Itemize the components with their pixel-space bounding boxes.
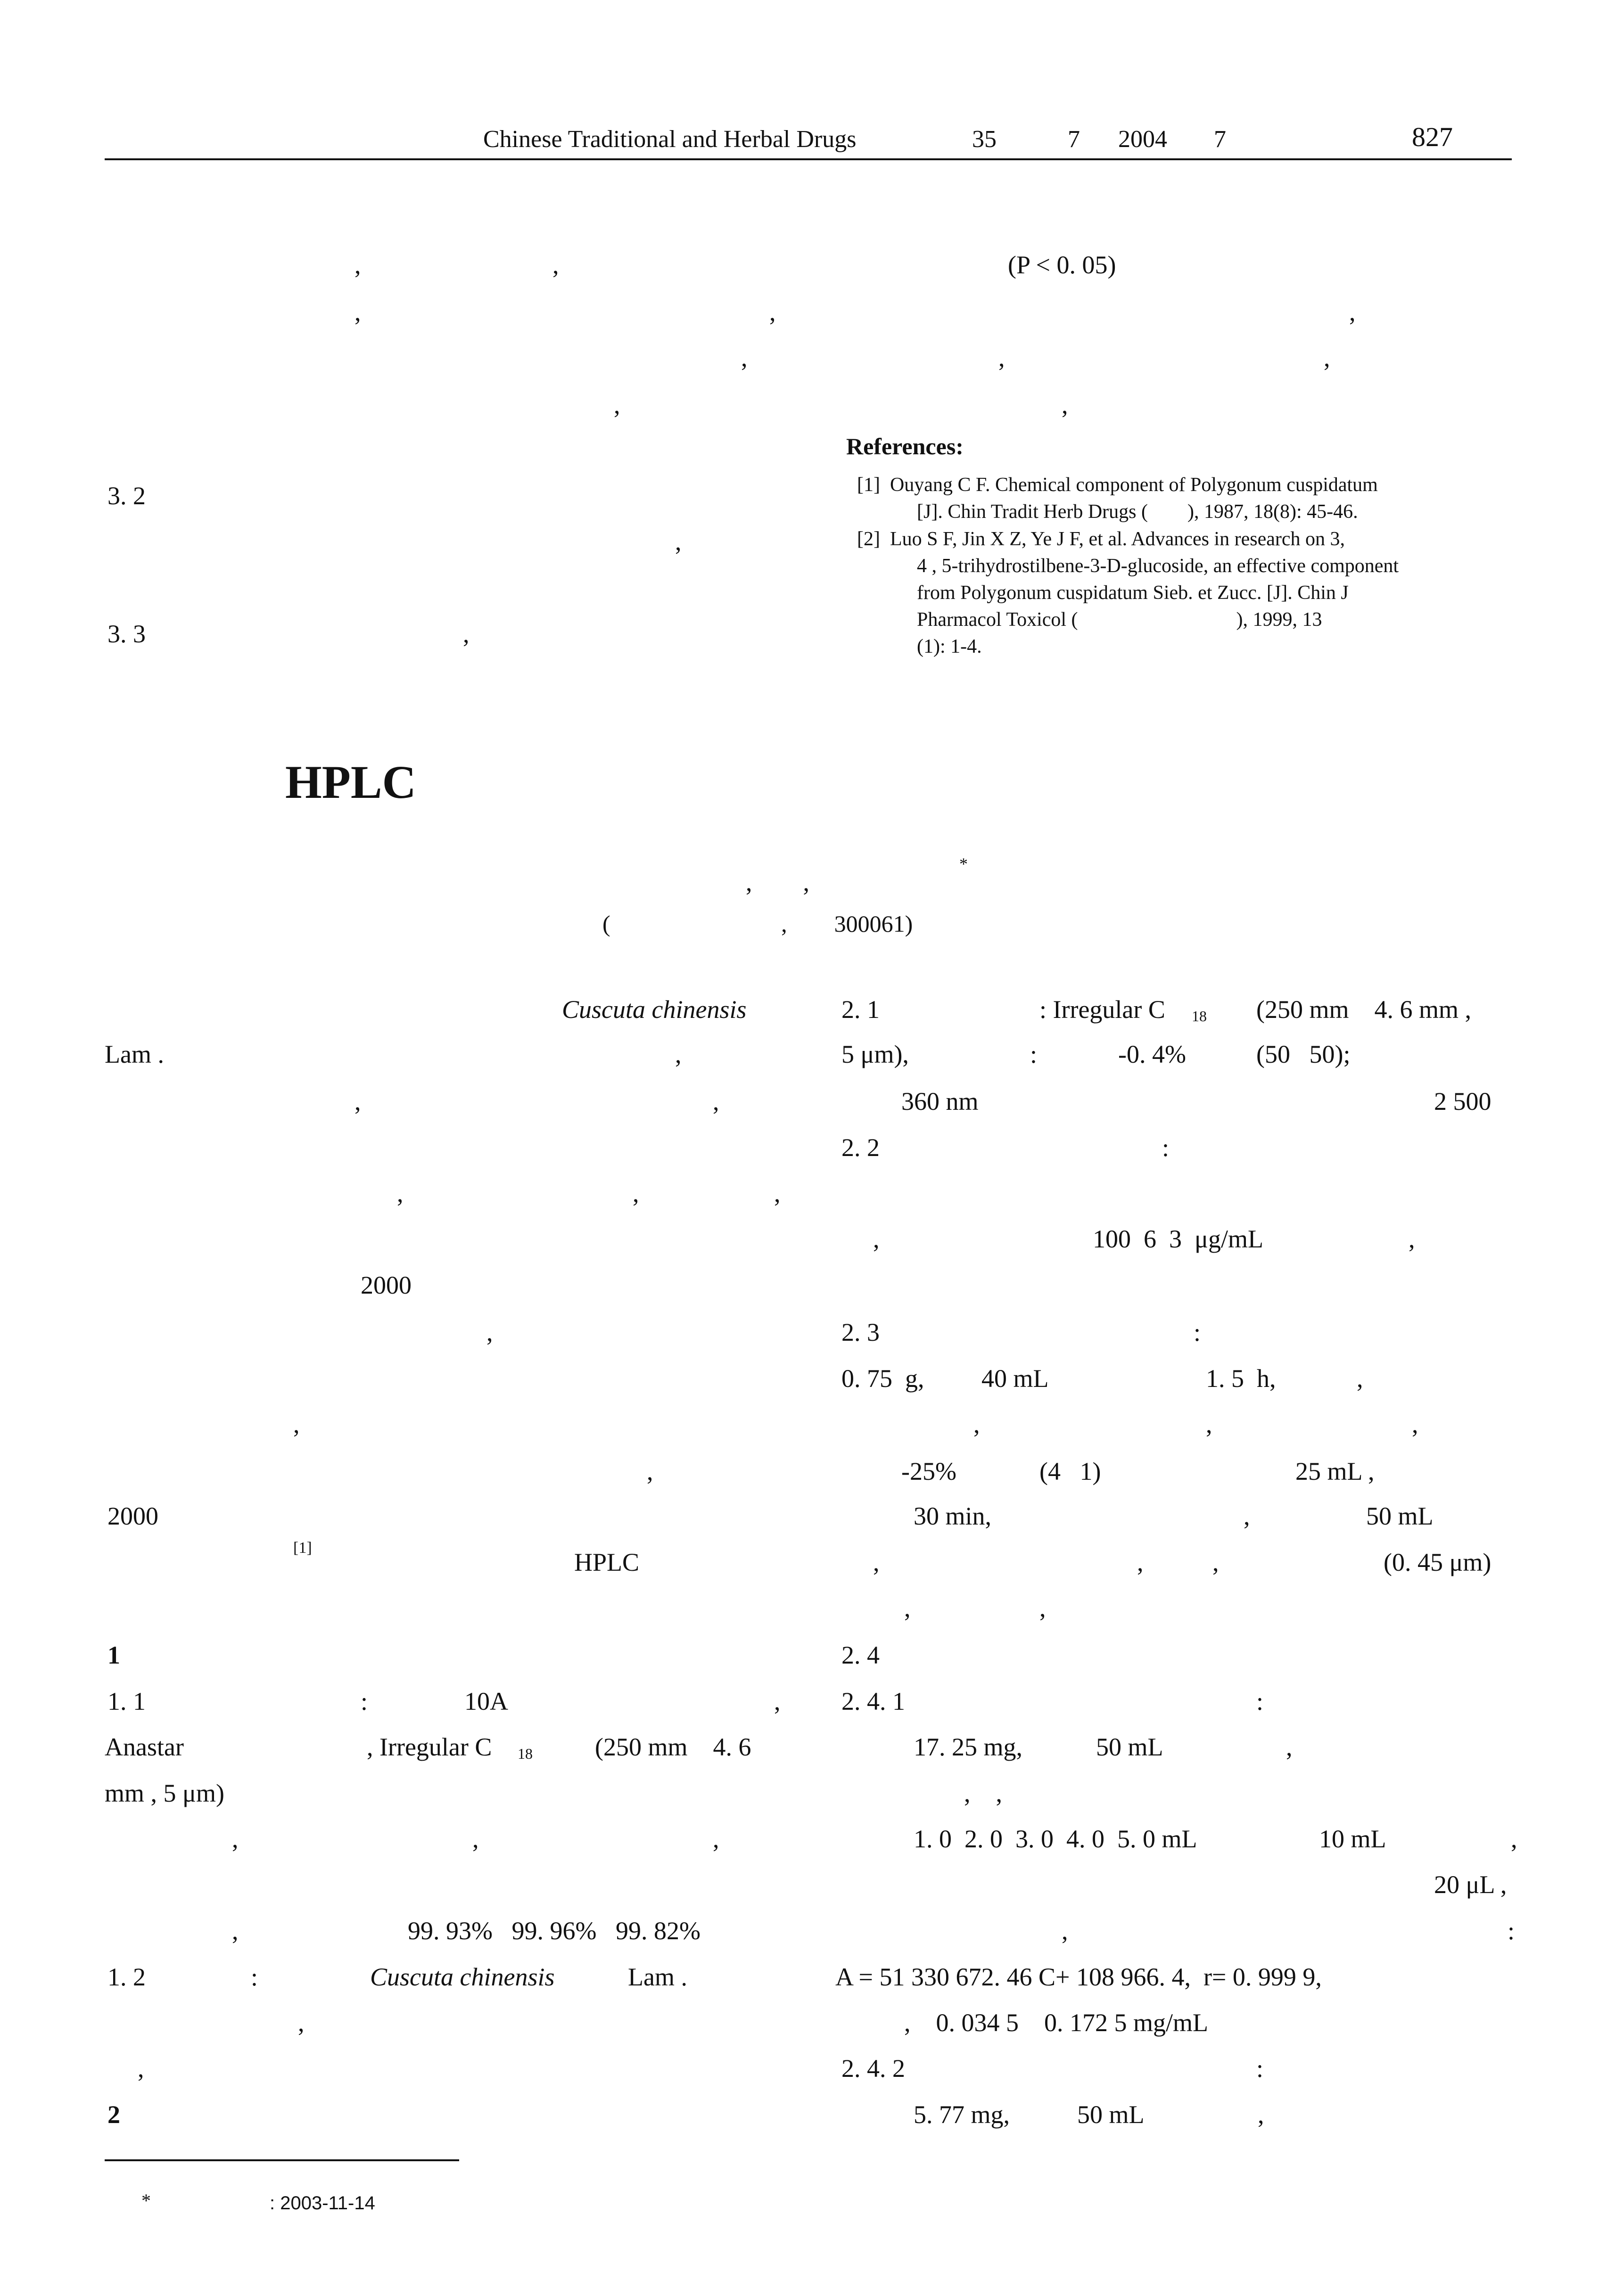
reference-mass: 17. 25 mg, [914,1733,1023,1761]
text-fragment: , [1412,1410,1418,1438]
text-fragment: , [1137,1548,1144,1576]
text-fragment: , [904,1594,911,1622]
text-fragment: : [1030,1040,1038,1068]
text-fragment: : [1162,1133,1170,1162]
references-heading: References: [846,433,964,459]
text-fragment: , [675,1040,682,1068]
column-name: , Irregular C [367,1733,492,1761]
reference-2-line3: from Polygonum cuspidatum Sieb. et Zucc. [J]. Chin J [917,582,1349,604]
text-fragment: , [873,1225,880,1253]
section-heading-1: 1 [107,1641,120,1669]
reference-2-line1: [2] Luo S F, Jin X Z, Ye J F, et al. Advances in research on 3, [857,528,1345,550]
mobile-phase-acid: -0. 4% [1118,1040,1186,1068]
instrument-model: 10A [464,1687,508,1715]
section-heading-3-3: 3. 3 [107,620,146,648]
theoretical-plates: 2 500 [1434,1087,1492,1115]
column-name: : Irregular C [1039,995,1165,1024]
footnote-received-date: : 2003-11-14 [270,2193,375,2214]
species-name: Cuscuta chinensis [562,995,747,1024]
flask-volume: 50 mL [1096,1733,1163,1761]
author-asterisk: * [959,854,968,873]
text-fragment: : [361,1687,368,1715]
journal-month: 7 [1214,126,1226,153]
reference-2-line5: (1): 1-4. [917,636,982,657]
journal-issue: 7 [1068,126,1080,153]
solvent-ratio: (4 1) [1039,1457,1101,1485]
linear-range: , 0. 034 5 0. 172 5 mg/mL [904,2009,1208,2037]
section-heading-2-3: 2. 3 [841,1318,880,1346]
reference-1-line1: [1] Ouyang C F. Chemical component of Polygonum cuspidatum [857,474,1378,496]
citation-marker: [1] [293,1539,312,1557]
text-fragment: , [873,1548,880,1576]
injection-volume: 20 μL , [1434,1870,1507,1899]
regression-equation: A = 51 330 672. 46 C+ 108 966. 4, r= 0. 999 9, [835,1963,1322,1991]
text-fragment: , [774,1179,781,1207]
text-fragment: , [713,1825,719,1853]
ethanol-concentration: -25% [901,1457,956,1485]
species-author: Lam . [628,1963,687,1991]
text-fragment: , [293,1410,300,1438]
filter-pore-size: (0. 45 μm) [1384,1548,1492,1576]
text-fragment: , [472,1825,479,1853]
text-fragment: , [232,1917,239,1945]
dissolve-volume: 25 mL , [1295,1457,1375,1485]
text-fragment: , [354,251,361,279]
ratio-concentration: 100 6 3 μg/mL [1093,1225,1263,1253]
text-fragment: , [354,1087,361,1115]
method-name: HPLC [574,1548,640,1576]
journal-name: Chinese Traditional and Herbal Drugs [483,126,857,153]
reference-2-line4: Pharmacol Toxicol ( ), 1999, 13 [917,609,1322,631]
particle-size: 5 μm), [841,1040,909,1068]
text-fragment: , [774,1687,781,1715]
text-fragment: : [1256,2054,1264,2083]
text-fragment: , [1062,1917,1068,1945]
text-fragment: , [232,1825,239,1853]
text-fragment: , [741,344,748,372]
page-number: 827 [1412,122,1453,152]
flask-volume: 10 mL [1319,1825,1386,1853]
text-fragment: Lam . [105,1040,164,1068]
text-fragment: , [354,298,361,326]
text-fragment: , , [964,1779,1002,1807]
p-value: (P < 0. 05) [1008,251,1116,279]
text-fragment: , [1244,1502,1250,1530]
section-heading-3-2: 3. 2 [107,482,146,510]
column-dimensions-cont: mm , 5 μm) [105,1779,224,1807]
column-dimensions: (250 mm 4. 6 mm , [1256,995,1471,1024]
text-fragment: , [552,251,559,279]
text-fragment: , [973,1410,980,1438]
text-fragment: , [1409,1225,1415,1253]
column-subscript: 18 [1192,1008,1207,1025]
year-text: 2000 [361,1271,412,1299]
text-fragment: , [1206,1410,1212,1438]
section-heading-2-4-1: 2. 4. 1 [841,1687,905,1715]
text-fragment: , [1511,1825,1517,1853]
text-fragment: , [397,1179,404,1207]
text-fragment: , [769,298,776,326]
text-fragment: , [998,344,1005,372]
section-heading-2: 2 [107,2100,120,2129]
species-name: Cuscuta chinensis [370,1963,555,1991]
text-fragment: , [633,1179,639,1207]
section-heading-2-1: 2. 1 [841,995,880,1024]
text-fragment: , [1349,298,1356,326]
text-fragment: , [1062,391,1068,419]
text-fragment: : [1256,1687,1264,1715]
text-fragment: , [486,1318,493,1346]
section-heading-2-2: 2. 2 [841,1133,880,1162]
standard-volumes: 1. 0 2. 0 3. 0 4. 0 5. 0 mL [914,1825,1197,1853]
footnote-asterisk: * [141,2190,151,2211]
column-dimensions: (250 mm 4. 6 [595,1733,751,1761]
sample-mass: 0. 75 g, [841,1364,924,1393]
footnote-rule [105,2159,459,2161]
sonication-time: 30 min, [914,1502,992,1530]
software-name: Anastar [105,1733,184,1761]
author-separators: , , [746,868,809,896]
text-fragment: , [614,391,620,419]
mobile-phase-ratio: (50 50); [1256,1040,1351,1068]
year-text: 2000 [107,1502,158,1530]
text-fragment: , [1039,1594,1046,1622]
reference-2-line2: 4 , 5-trihydrostilbene-3-D-glucoside, an effective component [917,555,1399,577]
text-fragment: : [251,1963,258,1991]
text-fragment: , [1212,1548,1219,1576]
journal-volume: 35 [972,126,997,153]
solvent-volume: 40 mL [981,1364,1049,1393]
purity-values: 99. 93% 99. 96% 99. 82% [408,1917,700,1945]
article-title: HPLC [285,756,416,808]
section-heading-1-1: 1. 1 [107,1687,146,1715]
text-fragment: , [1286,1733,1293,1761]
detection-wavelength: 360 nm [901,1087,979,1115]
reference-mass: 5. 77 mg, [914,2100,1010,2129]
section-heading-1-2: 1. 2 [107,1963,146,1991]
journal-year: 2004 [1118,126,1167,153]
text-fragment: , [138,2054,144,2083]
text-fragment: , [1258,2100,1264,2129]
text-fragment: , [1357,1364,1363,1393]
extraction-time: 1. 5 h, [1206,1364,1276,1393]
section-heading-2-4-2: 2. 4. 2 [841,2054,905,2083]
text-fragment: : [1508,1917,1515,1945]
section-heading-2-4: 2. 4 [841,1641,880,1669]
text-fragment: , [647,1457,653,1485]
text-fragment: , [675,527,682,556]
text-fragment: , [463,620,470,648]
flask-volume: 50 mL [1366,1502,1434,1530]
reference-1-line2: [J]. Chin Tradit Herb Drugs ( ), 1987, 18(8): 45-46. [917,501,1358,523]
text-fragment: , [713,1087,719,1115]
text-fragment: , [1324,344,1330,372]
text-fragment: , [298,2009,305,2037]
text-fragment: : [1194,1318,1201,1346]
author-affiliation: ( , 300061) [602,910,913,937]
flask-volume: 50 mL [1077,2100,1145,2129]
header-rule [105,158,1512,160]
column-subscript: 18 [518,1745,533,1762]
